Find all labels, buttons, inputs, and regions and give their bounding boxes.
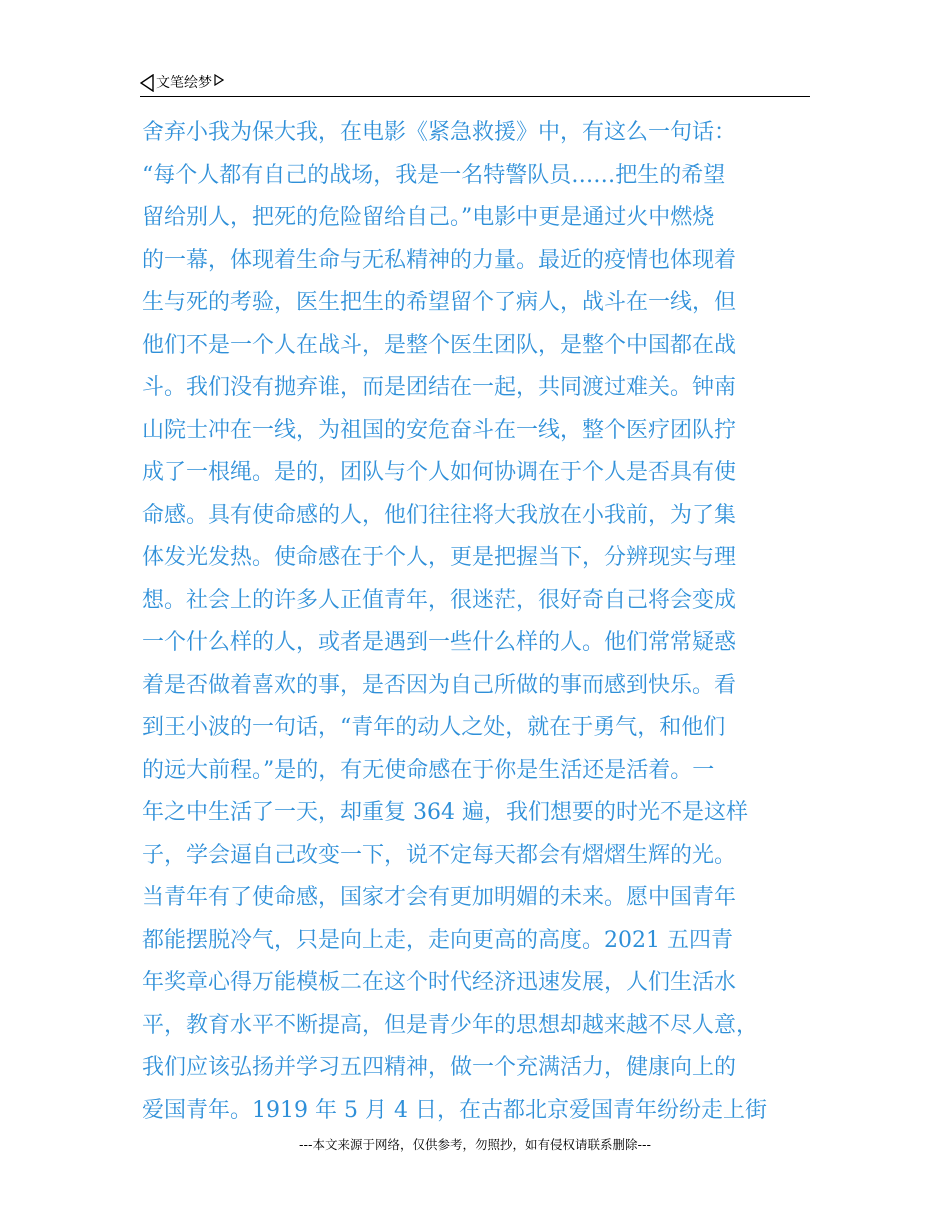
body-line: 舍弃小我为保大我，在电影《紧急救援》中，有这么一句话： <box>142 120 737 145</box>
body-line: 一个什么样的人，或者是遇到一些什么样的人。他们常常疑惑 <box>142 630 737 655</box>
page-header <box>140 72 810 97</box>
body-line: 年之中生活了一天，却重复 364 遍，我们想要的时光不是这样 <box>142 800 748 825</box>
body-line: 当青年有了使命感，国家才会有更加明媚的未来。愿中国青年 <box>142 885 737 910</box>
body-line: 爱国青年。1919 年 5 月 4 日，在古都北京爱国青年纷纷走上街 <box>142 1097 767 1123</box>
body-line: 命感。具有使命感的人，他们往往将大我放在小我前，为了集 <box>142 502 737 528</box>
body-text <box>142 112 822 1132</box>
body-line: 的一幕，体现着生命与无私精神的力量。最近的疫情也体现着 <box>142 247 737 273</box>
body-line: 想。社会上的许多人正值青年，很迷茫，很好奇自己将会变成 <box>142 587 737 613</box>
body-line: 体发光发热。使命感在于个人，更是把握当下，分辨现实与理 <box>142 545 737 570</box>
body-line: 留给别人，把死的危险留给自己。”电影中更是通过火中燃烧 <box>142 205 715 230</box>
triangle-left-icon <box>140 74 154 92</box>
triangle-right-icon <box>214 74 224 86</box>
body-line: 着是否做着喜欢的事，是否因为自己所做的事而感到快乐。看 <box>142 672 737 698</box>
footer-disclaimer: ---本文来源于网络，仅供参考，勿照抄，如有侵权请联系删除--- <box>298 1137 652 1152</box>
body-line: 成了一根绳。是的，团队与个人如何协调在于个人是否具有使 <box>142 460 737 485</box>
body-line: 平，教育水平不断提高，但是青少年的思想却越来越不尽人意， <box>142 1012 759 1038</box>
body-line: 子，学会逼自己改变一下，说不定每天都会有熠熠生辉的光。 <box>142 842 737 868</box>
body-line: 都能摆脱冷气，只是向上走，走向更高的高度。2021 五四青 <box>142 927 733 953</box>
body-line: 的远大前程。”是的，有无使命感在于你是生活还是活着。一 <box>142 757 715 783</box>
body-line: 我们应该弘扬并学习五四精神，做一个充满活力，健康向上的 <box>142 1055 737 1080</box>
body-line: 到王小波的一句话，“青年的动人之处，就在于勇气，和他们 <box>142 715 726 740</box>
body-line: 山院士冲在一线，为祖国的安危奋斗在一线，整个医疗团队拧 <box>142 417 737 443</box>
body-line: 斗。我们没有抛弃谁，而是团结在一起，共同渡过难关。钟南 <box>142 375 737 400</box>
body-line: “每个人都有自己的战场，我是一名特警队员……把生的希望 <box>142 162 726 188</box>
body-line: 他们不是一个人在战斗，是整个医生团队，是整个中国都在战 <box>142 332 737 358</box>
header-title: 文笔绘梦 <box>156 75 212 91</box>
body-line: 年奖章心得万能模板二在这个时代经济迅速发展，人们生活水 <box>142 970 737 995</box>
body-line: 生与死的考验，医生把生的希望留个了病人，战斗在一线，但 <box>142 290 737 315</box>
